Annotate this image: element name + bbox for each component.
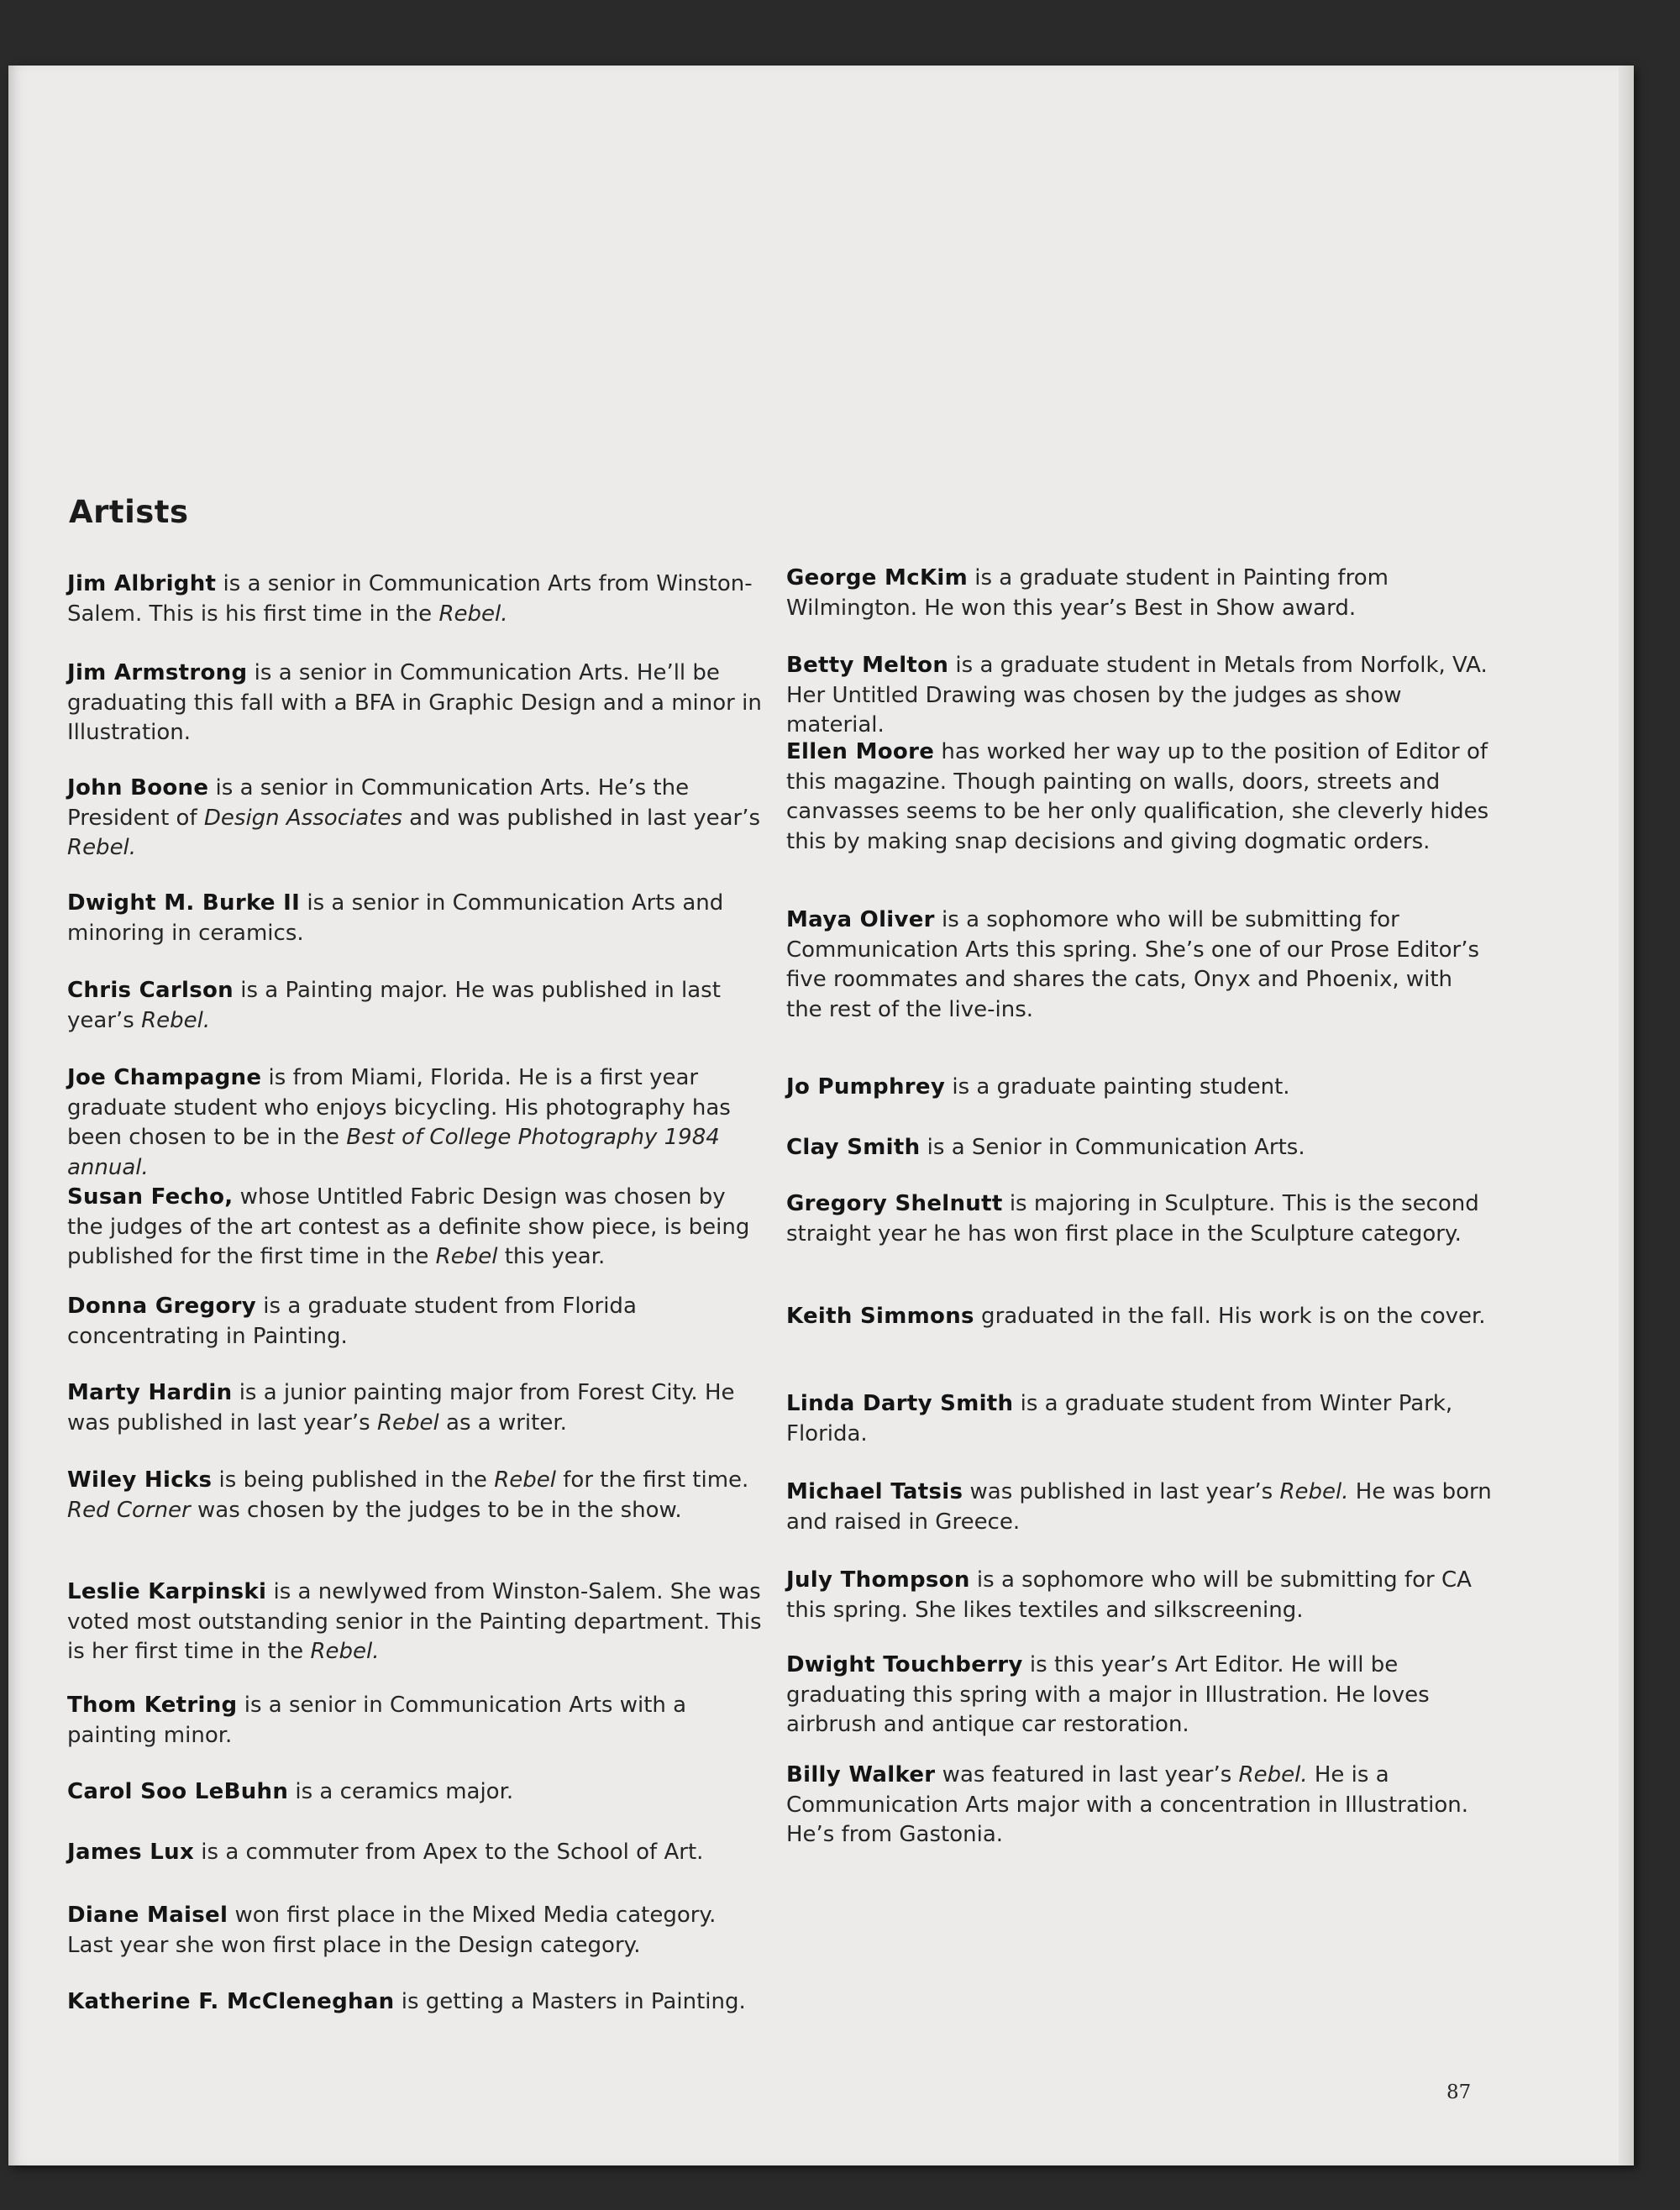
page-edge	[1619, 66, 1634, 2165]
artist-name: Donna Gregory	[67, 1294, 257, 1319]
bio-text: was featured in last year’s	[935, 1762, 1239, 1787]
bio-text: whose Untitled Fabric Design was chosen by the judges of the art contest as a definite show piece, is being published for the first time in the	[67, 1184, 750, 1269]
artist-bio	[786, 1478, 1492, 1537]
bio-text: graduated in the fall. His work is on the cover.	[974, 1304, 1486, 1329]
artist-name: Jo Pumphrey	[786, 1074, 946, 1100]
bio-text: is a ceramics major.	[288, 1779, 514, 1804]
artist-name: Jim Armstrong	[67, 660, 248, 685]
bio-text: is a sophomore who will be submitting for Communication Arts this spring. She’s one of our Prose Editor’s five roommates and shares the cats, Onyx and Phoenix, with the rest of the live-ins.	[786, 907, 1480, 1022]
artist-name: Linda Darty Smith	[786, 1391, 1014, 1416]
bio-text: is a graduate student in Metals from Norfolk, VA. Her Untitled Drawing was chosen by the judges as show material.	[786, 653, 1488, 738]
artist-name: Keith Simmons	[786, 1304, 974, 1329]
artist-name: July Thompson	[786, 1567, 970, 1593]
artist-bio	[786, 738, 1492, 857]
artist-name: Marty Hardin	[67, 1380, 233, 1405]
bio-text: was published in last year’s	[963, 1479, 1280, 1504]
bio-text: is getting a Masters in Painting.	[394, 1989, 746, 2014]
artist-name: Billy Walker	[786, 1762, 936, 1787]
artist-name: Ellen Moore	[786, 739, 935, 764]
artist-bio	[67, 570, 764, 629]
bio-text: is being published in the	[212, 1467, 495, 1493]
bio-text: is this year’s Art Editor. He will be graduating this spring with a major in Illustration. He loves airbrush and antique car restoration.	[786, 1652, 1430, 1737]
bio-text: He was born and raised in Greece.	[786, 1479, 1492, 1535]
bio-text: is majoring in Sculpture. This is the second straight year he has won first place in the Sculpture category.	[786, 1191, 1479, 1247]
artist-bio	[67, 1838, 764, 1868]
artist-bio	[786, 1189, 1492, 1249]
italic-title: Rebel.	[438, 601, 508, 627]
artist-bio	[67, 1292, 764, 1352]
italic-title: Rebel	[494, 1467, 556, 1493]
artist-bio	[786, 1566, 1492, 1625]
bio-text: this year.	[497, 1244, 606, 1269]
artist-name: Betty Melton	[786, 653, 949, 678]
artist-name: Dwight M. Burke II	[67, 890, 301, 916]
artist-name: Chris Carlson	[67, 978, 234, 1003]
italic-title: Rebel	[435, 1244, 498, 1269]
bio-text: won first place in the Mixed Media category. Last year she won first place in the Design category.	[67, 1903, 717, 1958]
bio-text: is a Painting major. He was published in last year’s	[67, 978, 721, 1033]
artist-name: Maya Oliver	[786, 907, 935, 932]
bio-text: as a writer.	[438, 1409, 567, 1436]
bio-text: is a senior in Communication Arts. He’ll be graduating this fall with a BFA in Graphic Design and a minor in Illustration.	[67, 660, 762, 745]
artist-bio	[67, 1063, 764, 1183]
artist-name: Clay Smith	[786, 1135, 921, 1160]
artist-name: James Lux	[67, 1840, 195, 1865]
italic-title: Red Corner	[67, 1497, 191, 1523]
artist-name: Leslie Karpinski	[67, 1579, 267, 1604]
artist-bio	[67, 1577, 764, 1667]
artist-name: George McKim	[786, 565, 968, 591]
artist-bio	[67, 1777, 764, 1808]
bio-text: is a junior painting major from Forest City. He was published in last year’s	[67, 1380, 735, 1436]
artist-name: Diane Maisel	[67, 1903, 228, 1928]
italic-title: Rebel.	[141, 1007, 211, 1033]
page-number: 87	[1446, 2081, 1472, 2103]
artist-name: Jim Albright	[67, 571, 217, 596]
bio-text: and was published in last year’s	[402, 805, 761, 831]
bio-text: is a senior in Communication Arts with a painting minor.	[67, 1693, 687, 1748]
artist-bio	[67, 1466, 764, 1525]
artist-bio	[786, 906, 1492, 1025]
artist-name: Susan Fecho,	[67, 1184, 234, 1210]
artist-bio	[67, 659, 764, 748]
italic-title: Rebel.	[1279, 1479, 1349, 1504]
artist-bio	[786, 1761, 1492, 1850]
page-title: Artists	[69, 494, 189, 530]
bio-text: is a commuter from Apex to the School of Art.	[194, 1840, 704, 1865]
artist-bio	[67, 1901, 764, 1961]
artist-bio	[786, 1389, 1492, 1449]
artist-bio	[786, 1133, 1492, 1163]
artist-bio	[67, 1691, 764, 1751]
artist-name: Joe Champagne	[67, 1065, 262, 1090]
artist-bio	[786, 564, 1492, 623]
bio-text: has worked her way up to the position of Editor of this magazine. Though painting on walls, doors, streets and canvasses seems to be her only qualification, she cleverly hides this by making snap decisions and giving dogmatic orders.	[786, 739, 1489, 854]
artist-name: Gregory Shelnutt	[786, 1191, 1003, 1216]
page-sheet	[8, 66, 1634, 2165]
bio-text: was chosen by the judges to be in the show.	[190, 1497, 682, 1523]
italic-title: Rebel	[376, 1409, 439, 1436]
bio-text: is a newlywed from Winston-Salem. She was voted most outstanding senior in the Painting department. This is her first time in the	[67, 1579, 762, 1664]
artist-name: Thom Ketring	[67, 1693, 238, 1718]
bio-text: is a senior in Communication Arts from Winston-Salem. This is his first time in the	[67, 571, 753, 627]
artist-name: Carol Soo LeBuhn	[67, 1779, 289, 1804]
bio-text: is a graduate painting student.	[945, 1074, 1290, 1100]
artist-name: Dwight Touchberry	[786, 1652, 1023, 1677]
bio-text: is a graduate student in Painting from Wilmington. He won this year’s Best in Show award.	[786, 565, 1389, 621]
artist-bio	[67, 1378, 764, 1438]
bio-text: for the first time.	[556, 1467, 749, 1493]
bio-text: He is a Communication Arts major with a concentration in Illustration. He’s from Gastonia.	[786, 1762, 1468, 1847]
artist-bio	[786, 1073, 1492, 1103]
artist-name: Wiley Hicks	[67, 1467, 213, 1493]
artist-name: John Boone	[67, 775, 209, 801]
artist-name: Katherine F. McCleneghan	[67, 1989, 395, 2014]
bio-text: is a senior in Communication Arts and minoring in ceramics.	[67, 890, 724, 946]
artist-bio	[67, 1987, 764, 2018]
artist-bio	[67, 976, 764, 1036]
artist-bio	[67, 1183, 764, 1273]
artist-bio	[786, 1302, 1492, 1332]
italic-title: Design Associates	[203, 805, 402, 831]
artist-bio	[67, 889, 764, 948]
bio-text: is a Senior in Communication Arts.	[920, 1135, 1305, 1160]
bio-text: is a senior in Communication Arts. He’s the President of	[67, 775, 690, 831]
artist-bio	[67, 774, 764, 864]
bio-text: is a graduate student from Winter Park, Florida.	[786, 1391, 1453, 1446]
bio-text: is from Miami, Florida. He is a first year graduate student who enjoys bicycling. His photography has been chosen to be in the	[67, 1065, 731, 1150]
artist-bio	[786, 1651, 1492, 1740]
italic-title: Rebel.	[67, 835, 137, 860]
artist-bio	[786, 651, 1492, 741]
bio-text: is a sophomore who will be submitting for CA this spring. She likes textiles and silkscreening.	[786, 1567, 1472, 1623]
italic-title: Rebel.	[1238, 1762, 1308, 1787]
italic-title: Rebel.	[310, 1639, 380, 1664]
bio-text: is a graduate student from Florida concentrating in Painting.	[67, 1294, 637, 1349]
artist-name: Michael Tatsis	[786, 1479, 963, 1504]
italic-title: Best of College Photography 1984 annual.	[67, 1125, 720, 1180]
